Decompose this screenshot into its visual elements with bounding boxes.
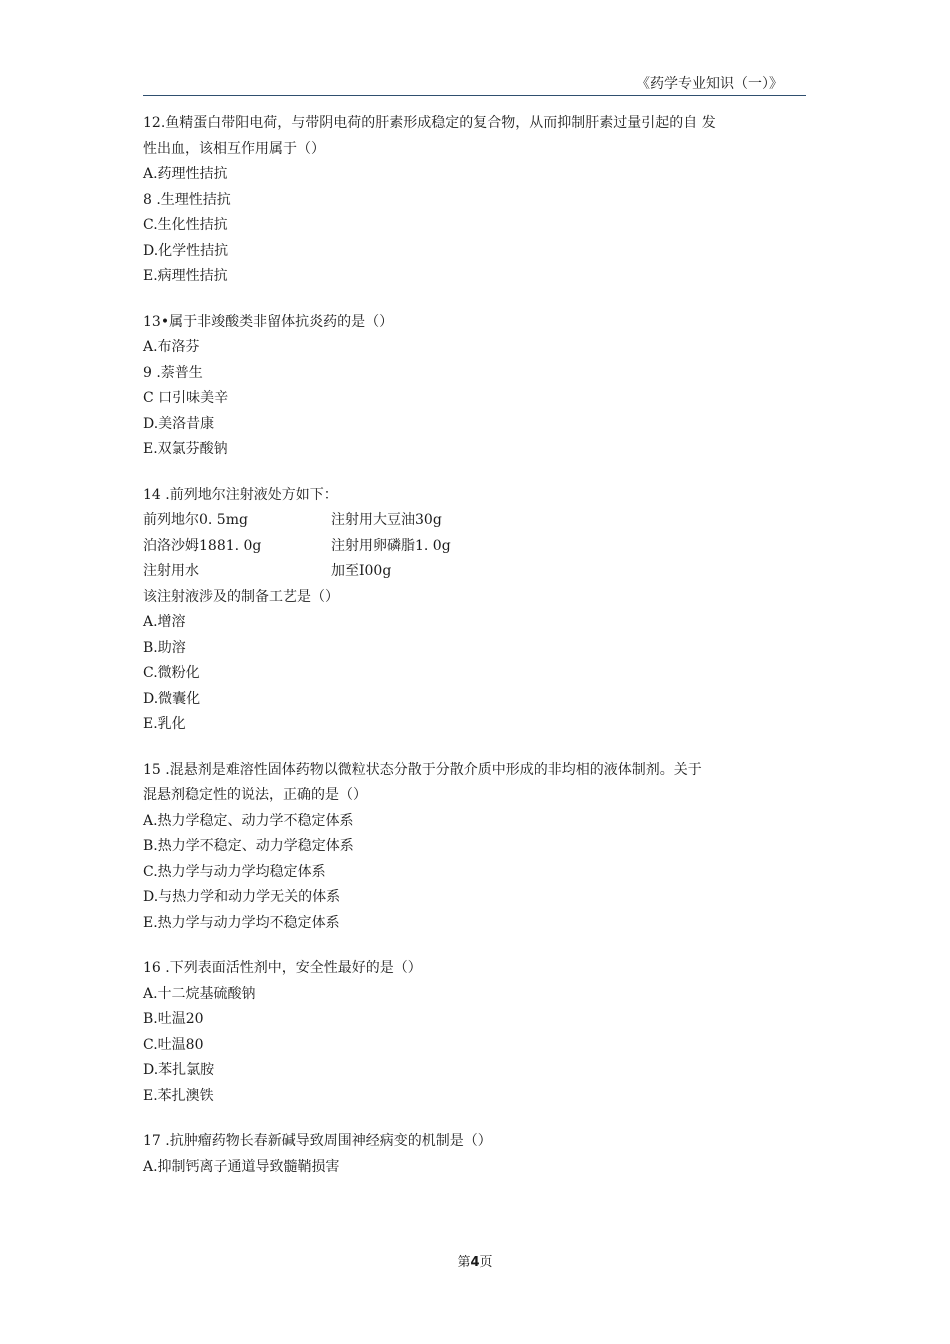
question-stem: 性出血，该相互作用属于（） (143, 140, 325, 157)
question-block (143, 956, 803, 1109)
answer-option: D.美洛昔康 (143, 415, 215, 432)
answer-option: B.热力学不稳定、动力学稳定体系 (143, 838, 354, 854)
answer-option: C.微粉化 (143, 665, 200, 681)
question-stem: 13•属于非竣酸类非留体抗炎药的是（） (143, 313, 394, 330)
answer-option: B.吐温20 (143, 1011, 204, 1027)
answer-option: E.热力学与动力学均不稳定体系 (143, 914, 340, 931)
formula-item: 前列地尔0. 5mg (143, 512, 248, 528)
formula-row (143, 508, 803, 534)
answer-option: 9 .萘普生 (143, 364, 203, 381)
formula-item: 注射用大豆油30g (331, 512, 442, 528)
answer-option: E.苯扎澳铁 (143, 1087, 214, 1104)
answer-option: C 口引味美辛 (143, 390, 229, 406)
answer-option: B.助溶 (143, 639, 186, 656)
answer-option: A.抑制钙离子通道导致髓鞘损害 (143, 1158, 340, 1175)
answer-option: D.与热力学和动力学无关的体系 (143, 889, 341, 905)
answer-option: D.化学性拮抗 (143, 242, 229, 259)
formula-item: 注射用水 (143, 563, 199, 579)
question-stem: 混悬剂稳定性的说法，正确的是（） (143, 787, 367, 803)
page-number-suffix: 页 (479, 1255, 493, 1270)
answer-option: E.乳化 (143, 716, 186, 732)
answer-option: C.生化性拮抗 (143, 217, 228, 233)
answer-option: A.热力学稳定、动力学不稳定体系 (143, 812, 354, 829)
question-stem: 该注射液涉及的制备工艺是（） (143, 588, 339, 605)
formula-item: 注射用卵磷脂1. 0g (331, 537, 451, 554)
question-block (143, 483, 803, 738)
question-stem: 17 .抗肿瘤药物长春新碱导致周围神经病变的机制是（） (143, 1133, 492, 1149)
answer-option: D.微囊化 (143, 690, 201, 707)
formula-row (143, 534, 803, 560)
answer-option: E.双氯芬酸钠 (143, 441, 228, 457)
question-block (143, 111, 803, 290)
answer-option: A.十二烷基硫酸钠 (143, 985, 256, 1002)
question-block (143, 1129, 803, 1180)
answer-option: D.苯扎氯胺 (143, 1062, 215, 1078)
question-stem: 12.鱼精蛋白带阳电荷，与带阴电荷的肝素形成稳定的复合物，从而抑制肝素过量引起的自 发 (143, 115, 716, 131)
answer-option: A.布洛芬 (143, 339, 200, 355)
answer-option: A.增溶 (143, 614, 186, 630)
question-stem: 16 .下列表面活性剂中，安全性最好的是（） (143, 960, 422, 976)
question-stem: 15 .混悬剂是难溶性固体药物以微粒状态分散于分散介质中形成的非均相的液体制剂。关于 (143, 761, 702, 778)
header-rule (143, 95, 806, 96)
page-number-prefix: 第 (457, 1255, 471, 1270)
formula-item: 加至I00g (331, 563, 392, 579)
answer-option: C.热力学与动力学均稳定体系 (143, 863, 326, 880)
answer-option: E.病理性拮抗 (143, 268, 228, 284)
page-footer (0, 1251, 950, 1270)
answer-option: A.药理性拮抗 (143, 166, 228, 182)
question-block (143, 310, 803, 463)
question-stem: 14 .前列地尔注射液处方如下： (143, 486, 338, 503)
answer-option: C.吐温80 (143, 1036, 204, 1053)
answer-option: 8 .生理性拮抗 (143, 191, 231, 208)
question-block (143, 758, 803, 937)
question-list (143, 111, 803, 1180)
page-number: 4 (470, 1255, 480, 1270)
document-header-title: 《药学专业知识（一）》 (636, 76, 783, 92)
formula-item: 泊洛沙姆1881. 0g (143, 537, 262, 554)
formula-row (143, 559, 803, 585)
